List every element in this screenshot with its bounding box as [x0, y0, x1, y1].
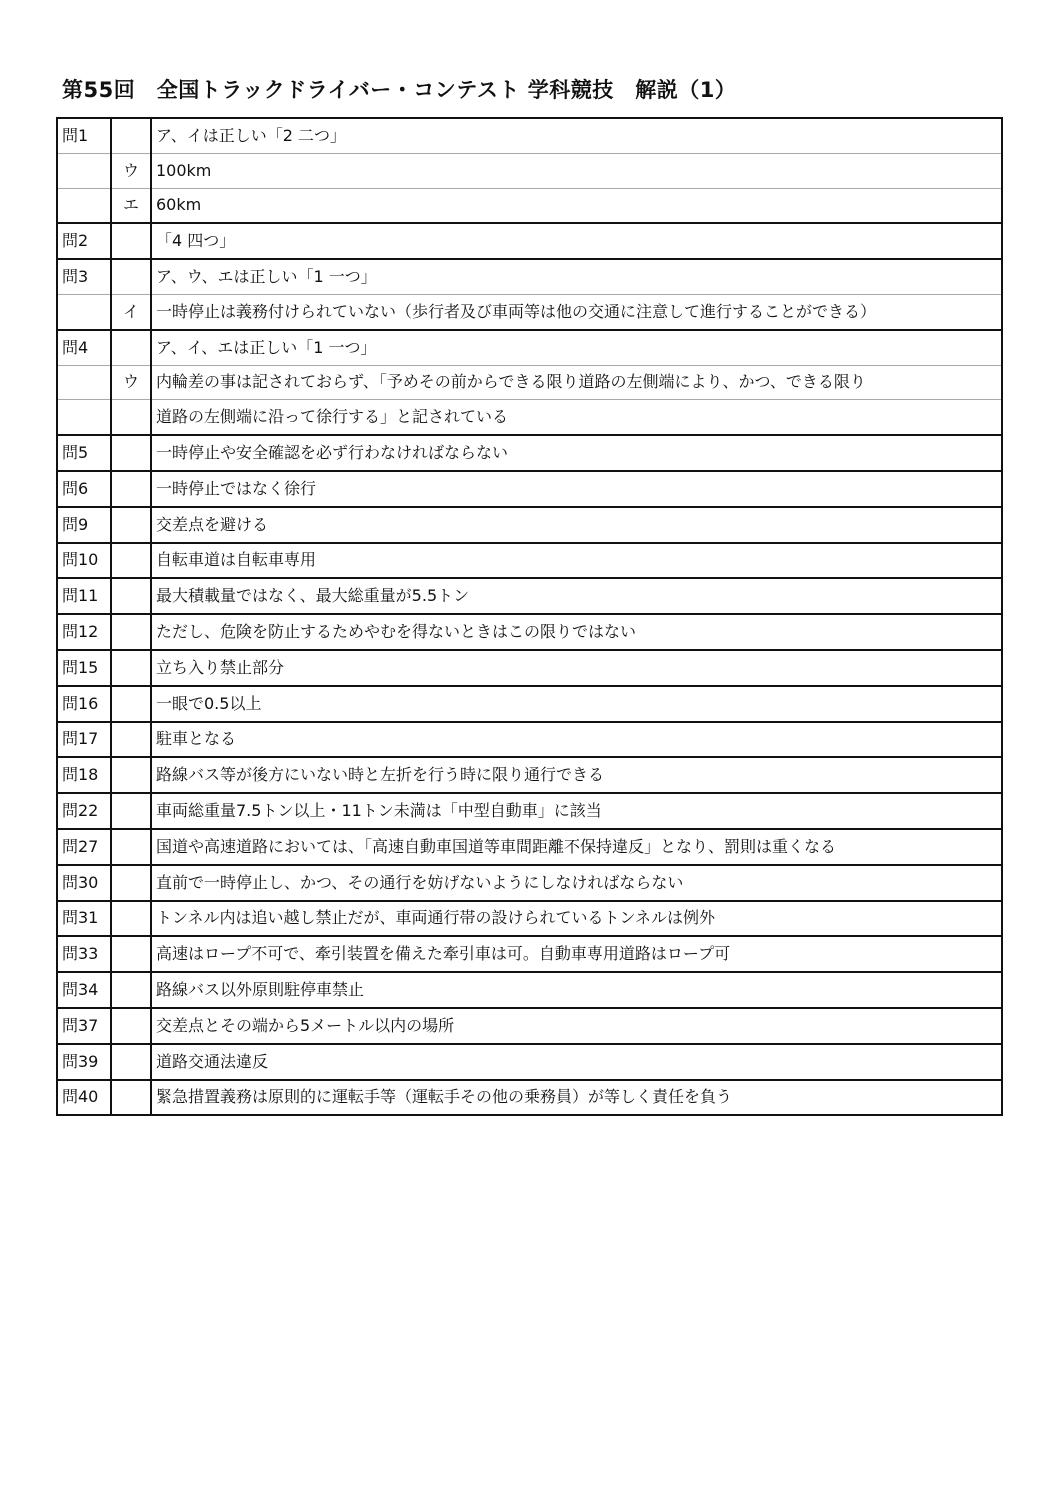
table-row: [57, 972, 1002, 1008]
table-row: [57, 757, 1002, 793]
table-row: [57, 435, 1002, 471]
question-number-cell: 問9: [57, 507, 111, 543]
sub-item-cell: [111, 507, 151, 543]
explanation-cell: ア、イ、エは正しい「1 一つ」: [151, 330, 1002, 365]
table-row: [57, 865, 1002, 901]
explanation-cell: 直前で一時停止し、かつ、その通行を妨げないようにしなければならない: [151, 865, 1002, 901]
explanation-cell: 路線バス等が後方にいない時と左折を行う時に限り通行できる: [151, 757, 1002, 793]
table-row: [57, 543, 1002, 579]
explanation-cell: 路線バス以外原則駐停車禁止: [151, 972, 1002, 1008]
explanation-cell: 高速はロープ不可で、牽引装置を備えた牽引車は可。自動車専用道路はロープ可: [151, 936, 1002, 972]
explanation-cell: 最大積載量ではなく、最大総重量が5.5トン: [151, 578, 1002, 614]
question-number-cell: 問22: [57, 793, 111, 829]
question-number-cell: 問27: [57, 829, 111, 865]
explanation-cell: 道路交通法違反: [151, 1044, 1002, 1080]
sub-item-cell: [111, 865, 151, 901]
sub-item-cell: エ: [111, 188, 151, 223]
explanation-cell: ただし、危険を防止するためやむを得ないときはこの限りではない: [151, 614, 1002, 650]
table-row: [57, 259, 1002, 294]
explanation-cell: 「4 四つ」: [151, 223, 1002, 259]
table-row: [57, 507, 1002, 543]
table-row: [57, 686, 1002, 722]
question-number-cell: 問17: [57, 722, 111, 758]
sub-item-cell: [111, 435, 151, 471]
table-row: [57, 294, 1002, 329]
table-row: [57, 365, 1002, 400]
table-row: [57, 400, 1002, 435]
question-number-cell: 問40: [57, 1080, 111, 1116]
explanation-cell: 立ち入り禁止部分: [151, 650, 1002, 686]
table-row: [57, 614, 1002, 650]
sub-item-cell: ウ: [111, 153, 151, 188]
question-number-cell: 問31: [57, 901, 111, 937]
sub-item-cell: [111, 400, 151, 435]
sub-item-cell: [111, 543, 151, 579]
explanation-cell: 国道や高速道路においては、「高速自動車国道等車間距離不保持違反」となり、罰則は重くなる: [151, 829, 1002, 865]
table-row: [57, 118, 1002, 153]
sub-item-cell: [111, 757, 151, 793]
explanation-cell: 一時停止ではなく徐行: [151, 471, 1002, 507]
question-number-cell: 問16: [57, 686, 111, 722]
question-number-cell: 問10: [57, 543, 111, 579]
sub-item-cell: [111, 614, 151, 650]
table-row: [57, 1008, 1002, 1044]
sub-item-cell: [111, 829, 151, 865]
sub-item-cell: [111, 1044, 151, 1080]
sub-item-cell: [111, 330, 151, 365]
question-number-cell: 問5: [57, 435, 111, 471]
table-row: [57, 471, 1002, 507]
table-row: [57, 793, 1002, 829]
explanation-cell: 自転車道は自転車専用: [151, 543, 1002, 579]
question-number-cell: 問11: [57, 578, 111, 614]
table-row: [57, 578, 1002, 614]
question-number-cell: 問12: [57, 614, 111, 650]
sub-item-cell: [111, 793, 151, 829]
question-number-cell: 問4: [57, 330, 111, 365]
page-title: 第55回 全国トラックドライバー・コンテスト 学科競技 解説（1）: [62, 78, 737, 102]
sub-item-cell: [111, 118, 151, 153]
sub-item-cell: [111, 650, 151, 686]
sub-item-cell: [111, 471, 151, 507]
explanation-cell: 緊急措置義務は原則的に運転手等（運転手その他の乗務員）が等しく責任を負う: [151, 1080, 1002, 1116]
question-number-cell: 問2: [57, 223, 111, 259]
explanation-cell: 一時停止は義務付けられていない（歩行者及び車両等は他の交通に注意して進行することができる）: [151, 294, 1002, 329]
question-number-cell: 問1: [57, 118, 111, 153]
question-number-cell: [57, 365, 111, 400]
explanation-cell: 車両総重量7.5トン以上・11トン未満は「中型自動車」に該当: [151, 793, 1002, 829]
question-number-cell: 問3: [57, 259, 111, 294]
question-number-cell: 問37: [57, 1008, 111, 1044]
explanation-cell: ア、イは正しい「2 二つ」: [151, 118, 1002, 153]
explanation-cell: 駐車となる: [151, 722, 1002, 758]
explanation-cell: 一時停止や安全確認を必ず行わなければならない: [151, 435, 1002, 471]
sub-item-cell: [111, 1080, 151, 1116]
answers-table: [56, 117, 1003, 1116]
question-number-cell: 問34: [57, 972, 111, 1008]
question-number-cell: [57, 294, 111, 329]
table-row: [57, 188, 1002, 223]
sub-item-cell: [111, 901, 151, 937]
explanation-cell: 道路の左側端に沿って徐行する」と記されている: [151, 400, 1002, 435]
sub-item-cell: [111, 686, 151, 722]
sub-item-cell: [111, 259, 151, 294]
table-row: [57, 901, 1002, 937]
question-number-cell: 問33: [57, 936, 111, 972]
sub-item-cell: [111, 936, 151, 972]
explanation-cell: 60km: [151, 188, 1002, 223]
table-row: [57, 936, 1002, 972]
table-row: [57, 829, 1002, 865]
explanation-cell: 交差点とその端から5メートル以内の場所: [151, 1008, 1002, 1044]
explanation-cell: 一眼で0.5以上: [151, 686, 1002, 722]
question-number-cell: [57, 400, 111, 435]
explanation-cell: トンネル内は追い越し禁止だが、車両通行帯の設けられているトンネルは例外: [151, 901, 1002, 937]
table-row: [57, 153, 1002, 188]
explanation-cell: ア、ウ、エは正しい「1 一つ」: [151, 259, 1002, 294]
explanation-cell: 内輪差の事は記されておらず、「予めその前からできる限り道路の左側端により、かつ、できる限り: [151, 365, 1002, 400]
question-number-cell: [57, 153, 111, 188]
question-number-cell: 問15: [57, 650, 111, 686]
question-number-cell: 問30: [57, 865, 111, 901]
question-number-cell: 問18: [57, 757, 111, 793]
sub-item-cell: [111, 1008, 151, 1044]
sub-item-cell: イ: [111, 294, 151, 329]
answers-table-body: [57, 118, 1002, 1115]
question-number-cell: 問39: [57, 1044, 111, 1080]
table-row: [57, 330, 1002, 365]
sub-item-cell: [111, 972, 151, 1008]
table-row: [57, 1044, 1002, 1080]
sub-item-cell: [111, 223, 151, 259]
table-row: [57, 223, 1002, 259]
question-number-cell: [57, 188, 111, 223]
explanation-cell: 交差点を避ける: [151, 507, 1002, 543]
table-row: [57, 650, 1002, 686]
sub-item-cell: [111, 722, 151, 758]
sub-item-cell: [111, 578, 151, 614]
explanation-cell: 100km: [151, 153, 1002, 188]
table-row: [57, 1080, 1002, 1116]
sub-item-cell: ウ: [111, 365, 151, 400]
question-number-cell: 問6: [57, 471, 111, 507]
table-row: [57, 722, 1002, 758]
